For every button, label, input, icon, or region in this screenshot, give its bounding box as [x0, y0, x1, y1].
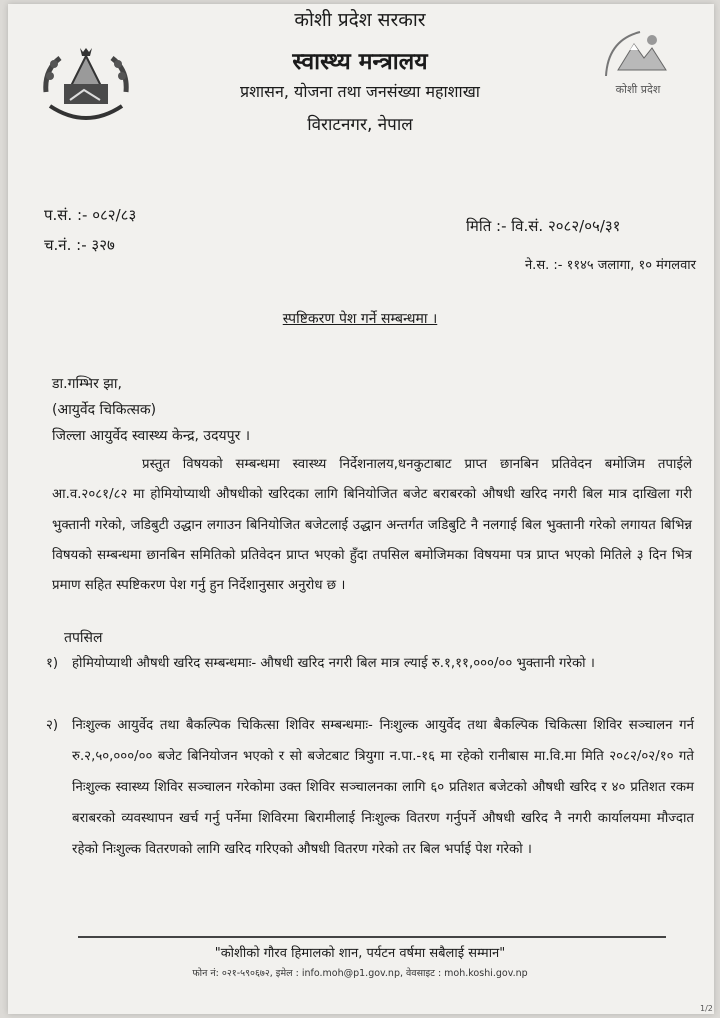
footer-contact: फोन नं: ०२१-५९०६७२, इमेल : info.moh@p1.gov.np, वेवसाइट : moh.koshi.gov.np — [192, 968, 528, 979]
government-emblem-icon — [40, 40, 132, 126]
list-item — [46, 710, 694, 865]
patra-sankhya: प.सं. :- ०८२/८३ — [44, 206, 137, 224]
right-logo-text: कोशी प्रदेश — [615, 83, 661, 96]
division-name: प्रशासन, योजना तथा जनसंख्या महाशाखा — [240, 82, 480, 101]
recipient-office: जिल्ला आयुर्वेद स्वास्थ्य केन्द्र, उदयपुर । — [52, 428, 251, 444]
page-number: 1/2 — [700, 1004, 713, 1013]
list-item — [46, 648, 694, 679]
government-name: कोशी प्रदेश सरकार — [294, 9, 426, 31]
tapsil-label: तपसिल — [64, 630, 103, 646]
office-location: विराटनगर, नेपाल — [307, 115, 413, 135]
footer-motto: "कोशीको गौरव हिमालको शान, पर्यटन वर्षमा सबैलाई सम्मान" — [214, 946, 506, 961]
recipient-name: डा.गम्भिर झा, — [52, 376, 122, 392]
footer-divider — [78, 936, 666, 938]
subject-line: स्पष्टिकरण पेश गर्ने सम्बन्धमा । — [282, 311, 438, 327]
date-bs: मिति :- वि.सं. २०८२/०५/३१ — [466, 217, 621, 235]
list-item-number: १) — [46, 656, 59, 671]
koshi-pradesh-logo-icon — [596, 26, 676, 84]
date-ns: ने.स. :- ११४५ जलागा, १० मंगलवार — [524, 258, 696, 273]
recipient-designation: (आयुर्वेद चिकित्सक) — [52, 402, 157, 418]
list-item-number: २) — [46, 718, 59, 733]
list-item-text: निःशुल्क आयुर्वेद तथा बैकल्पिक चिकित्सा शिविर सम्बन्धमाः- निःशुल्क आयुर्वेद तथा बैकल्पिक चिकित्सा शिविर सञ्चालन गर्न रु.२,५०,०००/०० बजेट बिनियोजन भएको र सो बजेटबाट त्रियुगा न.पा.-१६ मा रहेको रानीबास मा.वि.मा मिति २०८२/०२/१० गते निःशुल्क स्वास्थ्य शिविर सञ्चालन गरेकोमा उक्त शिविर सञ्चालनका लागि ६० प्रतिशत बजेटको औषधी खरिद र ४० प्रतिशत रकम बराबरको व्यवस्थापन खर्च गर्नु पर्नेमा शिविरमा बिरामीलाई निःशुल्क वितरण गर्नुपर्ने औषधी खरिद नै नगरी कार्यालयमा मौज्दात रहेको निःशुल्क वितरणको लागि खरिद गरिएको औषधी वितरण गरेको तर बिल भर्पाई पेश गरेको । — [72, 718, 694, 857]
list-item-text: होमियोप्याथी औषधी खरिद सम्बन्धमाः- औषधी खरिद नगरी बिल मात्र ल्याई रु.१,११,०००/०० भुक्तानी गरेको । — [72, 656, 595, 671]
body-paragraph: प्रस्तुत विषयको सम्बन्धमा स्वास्थ्य निर्देशनालय,धनकुटाबाट प्राप्त छानबिन प्रतिवेदन बमोजिम तपाईले आ.व.२०८१/८२ मा होमियोप्याथी औषधीको खरिदका लागि बिनियोजित बजेट बराबरको औषधी खरिद नगरी बिल मात्र दाखिला गरी भुक्तानी गरेको, जडिबुटी उद्धान लगाउन बिनियोजित बजेटलाई उद्धान अन्तर्गत जडिबुटि नै नलगाई बिल भुक्तानी गरेको लगायत बिभिन्न विषयको सम्बन्धमा छानबिन समितिको प्रतिवेदन प्राप्त भएको हुँदा तपसिल बमोजिमका विषयमा पत्र प्राप्त भएको मितिले ३ दिन भित्र प्रमाण सहित स्पष्टिकरण पेश गर्नु हुन निर्देशानुसार अनुरोध छ । — [52, 457, 692, 594]
chalani-number: च.नं. :- ३२७ — [44, 236, 115, 254]
ministry-name: स्वास्थ्य मन्त्रालय — [292, 49, 428, 75]
